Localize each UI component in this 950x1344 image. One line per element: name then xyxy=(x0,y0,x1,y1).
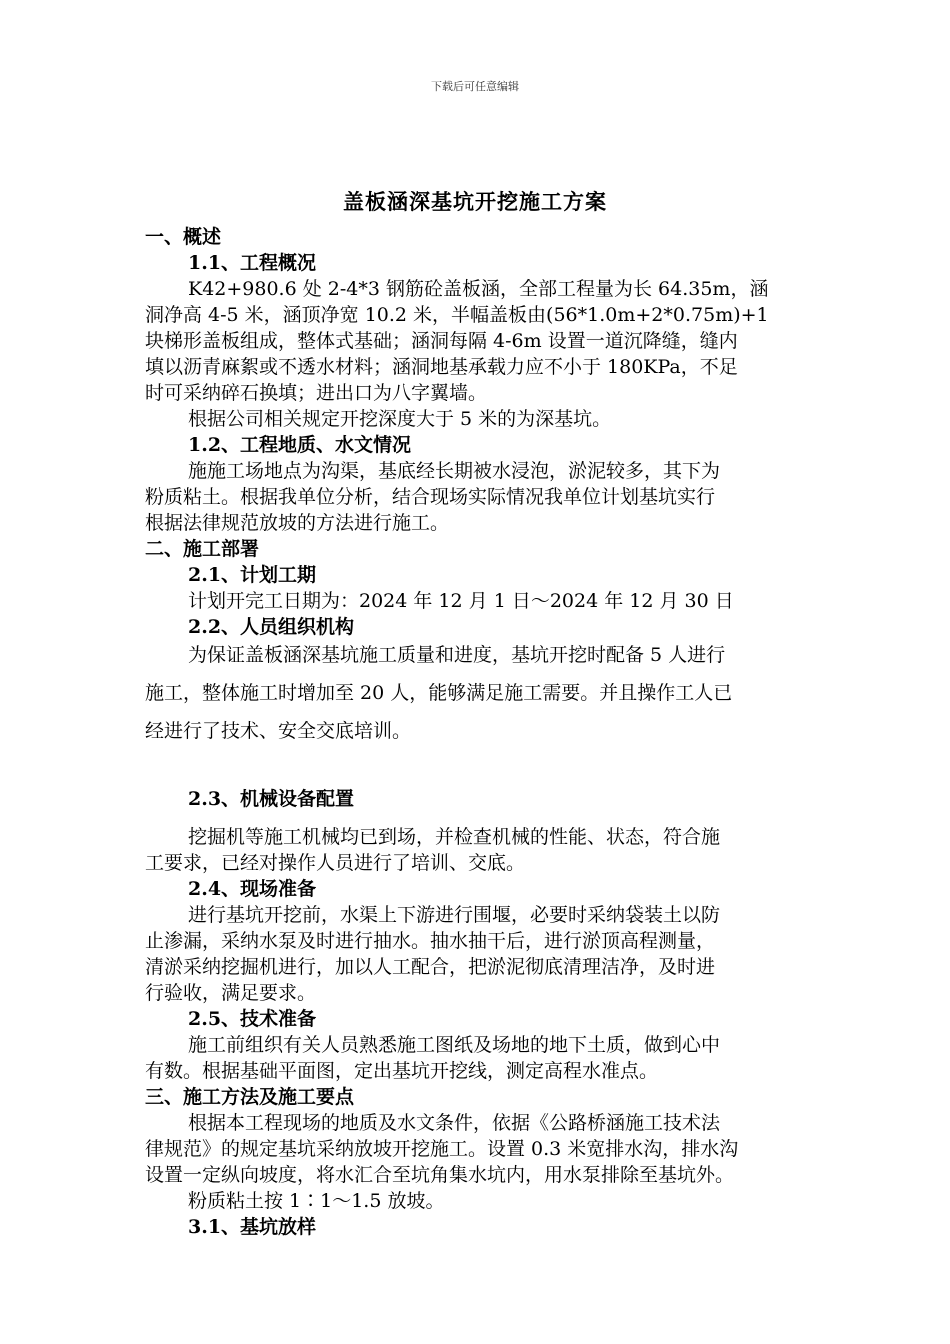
paragraph-line: K42+980.6 处 2-4*3 钢筋砼盖板涵，全部工程量为长 64.35m，涵 xyxy=(188,278,769,300)
subsection-heading: 2.5、技术准备 xyxy=(188,1008,317,1030)
section-heading: 一、概述 xyxy=(145,226,222,248)
section-heading: 二、施工部署 xyxy=(145,538,260,560)
paragraph-line: 填以沥青麻絮或不透水材料；涵洞地基承载力应不小于 180KPa，不足 xyxy=(145,356,738,378)
subsection-heading: 2.1、计划工期 xyxy=(188,564,317,586)
paragraph-line: 施工前组织有关人员熟悉施工图纸及场地的地下土质，做到心中 xyxy=(188,1034,721,1056)
paragraph-line: 有数。根据基础平面图，定出基坑开挖线，测定高程水准点。 xyxy=(145,1060,659,1082)
paragraph-line: 施施工场地点为沟渠，基底经长期被水浸泡，淤泥较多，其下为 xyxy=(188,460,721,482)
subsection-heading: 2.4、现场准备 xyxy=(188,878,317,900)
subsection-heading: 3.1、基坑放样 xyxy=(188,1216,317,1238)
paragraph-line: 设置一定纵向坡度，将水汇合至坑角集水坑内，用水泵排除至基坑外。 xyxy=(145,1164,735,1186)
paragraph-line: 洞净高 4-5 米，涵顶净宽 10.2 米，半幅盖板由(56*1.0m+2*0.75m)+1 xyxy=(145,304,769,326)
paragraph-line: 挖掘机等施工机械均已到场，并检查机械的性能、状态，符合施 xyxy=(188,826,721,848)
document-title: 盖板涵深基坑开挖施工方案 xyxy=(343,189,607,214)
paragraph-line: 根据公司相关规定开挖深度大于 5 米的为深基坑。 xyxy=(188,408,612,430)
paragraph-line: 时可采纳碎石换填；进出口为八字翼墙。 xyxy=(145,382,488,404)
paragraph-line: 止渗漏，采纳水泵及时进行抽水。抽水抽干后，进行淤顶高程测量， xyxy=(145,930,716,952)
subsection-heading: 1.2、工程地质、水文情况 xyxy=(188,434,412,456)
paragraph-line: 粉质粘土。根据我单位分析，结合现场实际情况我单位计划基坑实行 xyxy=(145,486,716,508)
paragraph-line: 施工，整体施工时增加至 20 人，能够满足施工需要。并且操作工人已 xyxy=(145,682,733,704)
paragraph-line: 块梯形盖板组成，整体式基础；涵洞每隔 4-6m 设置一道沉降缝，缝内 xyxy=(145,330,738,352)
paragraph-line: 计划开完工日期为：2024 年 12 月 1 日～2024 年 12 月 30 日 xyxy=(188,590,734,612)
paragraph-line: 律规范》的规定基坑采纳放坡开挖施工。设置 0.3 米宽排水沟，排水沟 xyxy=(145,1138,739,1160)
paragraph-line: 行验收，满足要求。 xyxy=(145,982,317,1004)
subsection-heading: 2.2、人员组织机构 xyxy=(188,616,355,638)
paragraph-line: 经进行了技术、安全交底培训。 xyxy=(145,720,412,742)
paragraph-line: 为保证盖板涵深基坑施工质量和进度，基坑开挖时配备 5 人进行 xyxy=(188,644,726,666)
paragraph-line: 清淤采纳挖掘机进行，加以人工配合，把淤泥彻底清理洁净，及时进 xyxy=(145,956,716,978)
paragraph-line: 工要求，已经对操作人员进行了培训、交底。 xyxy=(145,852,526,874)
subsection-heading: 1.1、工程概况 xyxy=(188,252,317,274)
paragraph-line: 进行基坑开挖前，水渠上下游进行围堰，必要时采纳袋装土以防 xyxy=(188,904,721,926)
page-header-note: 下载后可任意编辑 xyxy=(431,80,519,93)
section-heading: 三、施工方法及施工要点 xyxy=(145,1086,355,1108)
paragraph-line: 根据法律规范放坡的方法进行施工。 xyxy=(145,512,450,534)
paragraph-line: 根据本工程现场的地质及水文条件，依据《公路桥涵施工技术法 xyxy=(188,1112,721,1134)
paragraph-line: 粉质粘土按 1∶1～1.5 放坡。 xyxy=(188,1190,445,1212)
subsection-heading: 2.3、机械设备配置 xyxy=(188,788,355,810)
